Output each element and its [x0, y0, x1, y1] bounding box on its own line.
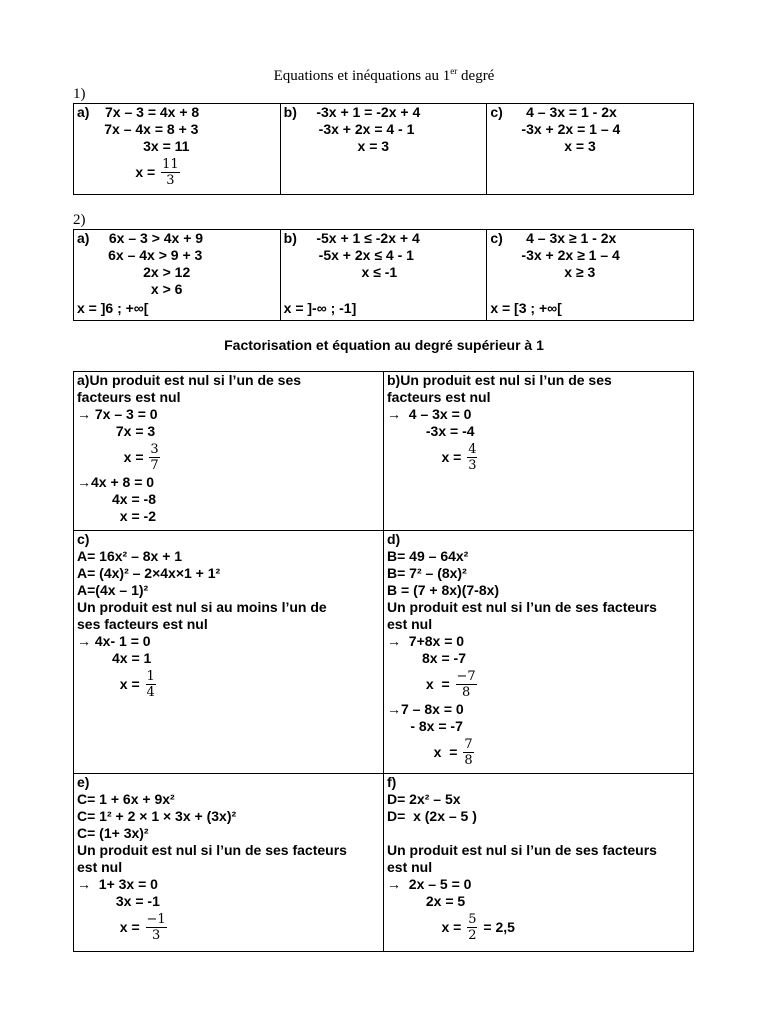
- fraction-result-2: x = $\frac{7}{8}$: [387, 736, 473, 768]
- factorisation-cell-c: c) A= 16x² – 8x + 1 A= (4x)² – 2×4x×1 + 1² A=(4x – 1)² Un produit est nul si au moins l’un de ses facteurs est nul → 4x- 1 = 0 4x = 1 x = $\frac{1}{4}$: [74, 531, 384, 774]
- fraction-result: x = $\frac{4}{3}$: [387, 441, 477, 473]
- section-2-number: 2): [73, 212, 86, 228]
- equation-cell-a: a) 7x – 3 = 4x + 8 7x – 4x = 8 + 3 3x = 11 x = $\frac{11}{3}$: [74, 104, 281, 195]
- section-1-number: 1): [73, 86, 86, 102]
- equation-cell-b: b) -3x + 1 = -2x + 4 -3x + 2x = 4 - 1 x = 3: [280, 104, 487, 195]
- factorisation-table: [73, 371, 694, 952]
- fraction-result: x = $\frac{-1}{3}$: [77, 911, 166, 943]
- interval-result: x = ]6 ; +∞[: [77, 300, 149, 316]
- factorisation-cell-f: f) D= 2x² – 5x D= x (2x – 5 ) Un produit est nul si l’un de ses facteurs est nul → 2x – 5 = 0 2x = 5 x = $\frac{5}{2}$ = 2,5: [384, 774, 694, 952]
- fraction-result: x = $\frac{11}{3}$: [77, 156, 179, 188]
- equation-cell-c: c) 4 – 3x = 1 - 2x -3x + 2x = 1 – 4 x = 3: [487, 104, 694, 195]
- inequation-cell-b: b) -5x + 1 ≤ -2x + 4 -5x + 2x ≤ 4 - 1 x ≤ -1 x = ]-∞ ; -1]: [280, 230, 487, 321]
- equations-table: [73, 103, 694, 195]
- inequation-cell-a: a) 6x – 3 > 4x + 9 6x – 4x > 9 + 3 2x > 12 x > 6 x = ]6 ; +∞[: [74, 230, 281, 321]
- section-3-heading: Factorisation et équation au degré supérieur à 1: [224, 337, 544, 353]
- factorisation-cell-a: a)Un produit est nul si l’un de ses facteurs est nul → 7x – 3 = 0 7x = 3 x = $\frac{3}{7}$ →4x + 8 = 0 4x = -8 x = -2: [74, 372, 384, 531]
- interval-result: x = [3 ; +∞[: [490, 300, 562, 316]
- inequation-cell-c: c) 4 – 3x ≥ 1 - 2x -3x + 2x ≥ 1 – 4 x ≥ 3 x = [3 ; +∞[: [487, 230, 694, 321]
- document-title: Equations et inéquations au 1er degré: [273, 66, 495, 84]
- factorisation-cell-b: b)Un produit est nul si l’un de ses facteurs est nul → 4 – 3x = 0 -3x = -4 x = $\frac{4}{3}$: [384, 372, 694, 531]
- fraction-result: x = $\frac{1}{4}$: [77, 668, 155, 700]
- fraction-result: x = $\frac{5}{2}$ = 2,5: [387, 911, 515, 943]
- fraction-result: x = $\frac{-7}{8}$: [387, 668, 476, 700]
- inequations-table: [73, 229, 694, 321]
- factorisation-cell-d: d) B= 49 – 64x² B= 7² – (8x)² B = (7 + 8x)(7-8x) Un produit est nul si l’un de ses facteurs est nul → 7+8x = 0 8x = -7 x = $\frac{-7}{8}$ →7 – 8x = 0 - 8x = -7 x = $\frac{7}{8}$: [384, 531, 694, 774]
- interval-result: x = ]-∞ ; -1]: [283, 300, 357, 316]
- fraction-result: x = $\frac{3}{7}$: [77, 441, 159, 473]
- factorisation-cell-e: e) C= 1 + 6x + 9x² C= 1² + 2 × 1 × 3x + (3x)² C= (1+ 3x)² Un produit est nul si l’un de ses facteurs est nul → 1+ 3x = 0 3x = -1 x = $\frac{-1}{3}$: [74, 774, 384, 952]
